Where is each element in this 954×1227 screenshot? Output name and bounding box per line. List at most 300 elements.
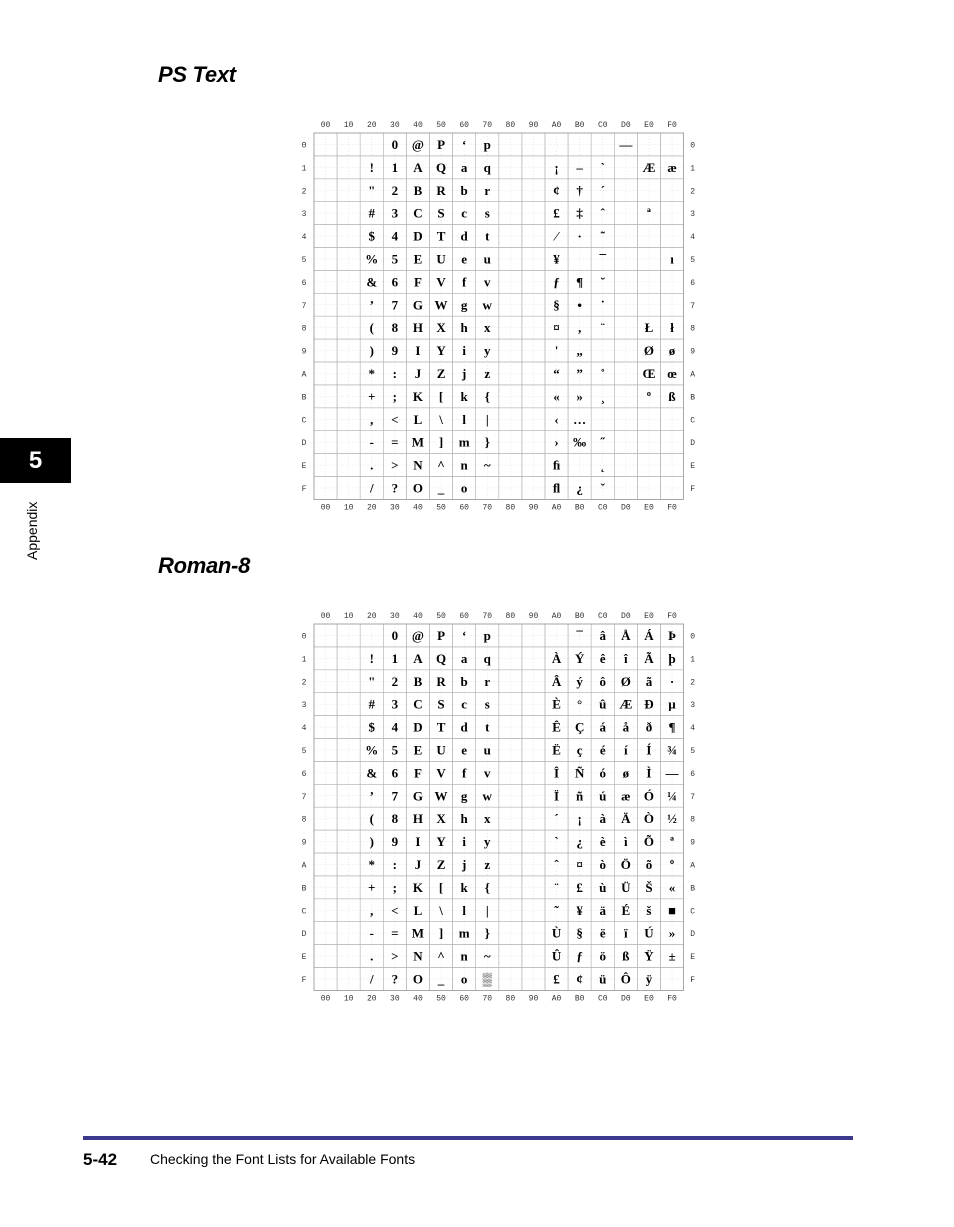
row-label-left: 6 bbox=[301, 278, 307, 288]
character-glyph: t bbox=[485, 228, 490, 244]
character-glyph: m bbox=[458, 434, 470, 450]
character-glyph: ‚ bbox=[577, 320, 582, 336]
character-glyph: ¢ bbox=[576, 971, 583, 987]
row-label-left: 4 bbox=[301, 233, 307, 243]
character-glyph: G bbox=[412, 788, 424, 804]
character-glyph: q bbox=[483, 159, 491, 175]
column-header-bottom: A0 bbox=[551, 994, 562, 1004]
character-glyph: I bbox=[415, 834, 421, 850]
character-glyph: ¥ bbox=[553, 251, 560, 267]
character-glyph: Ì bbox=[646, 765, 652, 781]
character-glyph: * bbox=[368, 365, 375, 381]
character-glyph: Z bbox=[436, 856, 446, 872]
column-header-bottom: 80 bbox=[505, 994, 516, 1004]
character-glyph: ß bbox=[622, 948, 630, 964]
row-label-left: 1 bbox=[301, 164, 307, 174]
footer-rule bbox=[83, 1136, 853, 1140]
character-glyph: A bbox=[413, 650, 423, 666]
character-glyph: : bbox=[392, 856, 398, 872]
row-label-left: A bbox=[301, 861, 307, 871]
character-glyph: C bbox=[413, 205, 423, 221]
character-glyph: Đ bbox=[644, 696, 654, 712]
character-glyph: h bbox=[460, 320, 468, 336]
character-glyph: S bbox=[437, 696, 445, 712]
character-glyph: ¨ bbox=[554, 879, 559, 895]
character-glyph: , bbox=[370, 411, 374, 427]
character-glyph: » bbox=[576, 388, 583, 404]
row-label-left: 4 bbox=[301, 724, 307, 734]
column-header-bottom: B0 bbox=[574, 503, 585, 513]
character-glyph: P bbox=[437, 627, 446, 643]
character-glyph: w bbox=[482, 297, 492, 313]
row-label-right: 2 bbox=[690, 187, 696, 197]
character-glyph: 6 bbox=[391, 765, 399, 781]
character-glyph: k bbox=[460, 388, 468, 404]
character-glyph: g bbox=[460, 788, 468, 804]
character-glyph: < bbox=[391, 411, 399, 427]
row-label-right: 7 bbox=[690, 301, 696, 311]
character-glyph: | bbox=[485, 411, 489, 427]
character-glyph: Œ bbox=[642, 365, 656, 381]
character-glyph: ´ bbox=[554, 811, 559, 827]
character-glyph: ⁄ bbox=[555, 228, 558, 244]
character-glyph: 1 bbox=[391, 159, 399, 175]
character-glyph: [ bbox=[438, 388, 444, 404]
column-header-bottom: 70 bbox=[482, 503, 493, 513]
character-glyph: £ bbox=[553, 205, 560, 221]
character-glyph: ¤ bbox=[553, 320, 560, 336]
character-glyph: Á bbox=[644, 627, 654, 643]
character-glyph: U bbox=[436, 742, 446, 758]
row-label-left: 3 bbox=[301, 701, 307, 711]
character-glyph: ? bbox=[391, 971, 399, 987]
column-header-top: 00 bbox=[320, 121, 331, 130]
column-header-bottom: 50 bbox=[436, 503, 446, 513]
character-glyph: ù bbox=[599, 879, 607, 895]
character-glyph: B bbox=[413, 182, 423, 198]
column-header-top: 20 bbox=[366, 612, 377, 621]
character-glyph: ( bbox=[369, 320, 374, 336]
character-glyph: M bbox=[411, 925, 425, 941]
character-glyph: _ bbox=[437, 971, 445, 987]
character-glyph: Ó bbox=[643, 788, 655, 804]
character-glyph: ] bbox=[438, 925, 444, 941]
character-glyph: D bbox=[413, 719, 423, 735]
character-glyph: ¯ bbox=[599, 251, 606, 267]
character-grid bbox=[296, 607, 700, 1007]
character-glyph: ﬁ bbox=[552, 457, 561, 473]
character-glyph: O bbox=[412, 971, 424, 987]
character-glyph: y bbox=[484, 834, 491, 850]
character-glyph: } bbox=[484, 925, 490, 941]
character-glyph: + bbox=[368, 879, 376, 895]
column-header-bottom: D0 bbox=[621, 994, 631, 1004]
character-glyph: ı bbox=[670, 251, 674, 267]
character-glyph: ˚ bbox=[600, 365, 605, 381]
character-glyph: i bbox=[462, 834, 466, 850]
row-label-left: 0 bbox=[301, 141, 307, 151]
character-glyph: [ bbox=[438, 879, 444, 895]
character-glyph: ¿ bbox=[576, 834, 583, 850]
character-glyph: ¡ bbox=[554, 159, 559, 175]
character-glyph: j bbox=[461, 365, 467, 381]
character-glyph: „ bbox=[576, 343, 583, 359]
column-header-top: C0 bbox=[597, 612, 608, 621]
column-header-bottom: 70 bbox=[482, 994, 493, 1004]
column-header-top: 80 bbox=[505, 121, 516, 130]
character-glyph: † bbox=[576, 182, 583, 198]
character-glyph: E bbox=[413, 251, 423, 267]
column-header-top: 10 bbox=[343, 121, 354, 130]
ps-text-character-table bbox=[296, 116, 700, 516]
character-glyph: N bbox=[413, 948, 423, 964]
row-label-left: 0 bbox=[301, 632, 307, 642]
column-header-bottom: C0 bbox=[597, 503, 608, 513]
row-label-right: 7 bbox=[690, 792, 696, 802]
row-label-left: 2 bbox=[301, 187, 307, 197]
row-label-right: A bbox=[690, 861, 696, 871]
character-glyph: á bbox=[599, 719, 606, 735]
character-glyph: — bbox=[665, 765, 679, 781]
character-glyph: ø bbox=[668, 343, 676, 359]
column-header-bottom: C0 bbox=[597, 994, 608, 1004]
character-glyph: ~ bbox=[483, 457, 491, 473]
character-glyph: ! bbox=[369, 650, 374, 666]
character-glyph: h bbox=[460, 811, 468, 827]
character-glyph: ¼ bbox=[667, 788, 677, 804]
character-glyph: â bbox=[599, 627, 606, 643]
character-glyph: L bbox=[413, 411, 423, 427]
character-glyph: a bbox=[460, 650, 468, 666]
character-glyph: Z bbox=[436, 365, 446, 381]
character-glyph: Î bbox=[554, 765, 560, 781]
character-glyph: ý bbox=[576, 673, 583, 689]
character-glyph: q bbox=[483, 650, 491, 666]
character-glyph: Y bbox=[436, 343, 446, 359]
character-glyph: ƒ bbox=[553, 274, 560, 290]
character-glyph: Õ bbox=[643, 834, 655, 850]
character-glyph: Y bbox=[436, 834, 446, 850]
character-glyph: u bbox=[483, 742, 491, 758]
character-glyph: n bbox=[460, 457, 468, 473]
row-label-left: 7 bbox=[301, 792, 307, 802]
character-glyph: Ý bbox=[574, 650, 585, 666]
row-label-right: 0 bbox=[690, 141, 696, 151]
character-glyph: ‡ bbox=[576, 205, 583, 221]
character-glyph: Q bbox=[435, 650, 447, 666]
character-glyph: § bbox=[553, 297, 560, 313]
character-glyph: ▒ bbox=[482, 971, 492, 987]
character-glyph: Æ bbox=[642, 159, 656, 175]
character-glyph: { bbox=[484, 879, 490, 895]
character-glyph: ° bbox=[577, 696, 583, 712]
page-number: 5-42 bbox=[83, 1150, 118, 1169]
character-glyph: ë bbox=[599, 925, 606, 941]
column-header-bottom: 90 bbox=[528, 503, 539, 513]
column-header-bottom: A0 bbox=[551, 503, 562, 513]
column-header-bottom: 20 bbox=[366, 503, 377, 513]
character-glyph: / bbox=[369, 971, 374, 987]
row-label-left: 8 bbox=[301, 815, 307, 825]
character-glyph: § bbox=[576, 925, 583, 941]
character-glyph: û bbox=[599, 696, 607, 712]
column-header-bottom: F0 bbox=[667, 994, 677, 1004]
character-glyph: m bbox=[458, 925, 470, 941]
character-glyph: z bbox=[484, 856, 491, 872]
column-header-top: D0 bbox=[621, 121, 631, 130]
character-glyph: . bbox=[370, 948, 374, 964]
character-glyph: • bbox=[577, 297, 582, 313]
character-glyph: R bbox=[436, 673, 446, 689]
character-glyph: w bbox=[482, 788, 492, 804]
character-glyph: î bbox=[624, 650, 628, 666]
character-glyph: › bbox=[554, 434, 559, 450]
character-glyph: H bbox=[412, 811, 424, 827]
chapter-label: Appendix bbox=[24, 501, 40, 560]
character-glyph: K bbox=[412, 388, 424, 404]
column-header-top: 40 bbox=[413, 612, 423, 621]
section-title-ps-text: PS Text bbox=[158, 62, 236, 87]
row-label-right: 9 bbox=[690, 838, 696, 848]
character-glyph: + bbox=[368, 388, 376, 404]
character-glyph: E bbox=[413, 742, 423, 758]
column-header-top: 90 bbox=[528, 612, 539, 621]
character-glyph: « bbox=[668, 879, 676, 895]
character-glyph: d bbox=[460, 719, 468, 735]
character-glyph: ˜ bbox=[600, 228, 605, 244]
character-glyph: | bbox=[485, 902, 489, 918]
character-glyph: W bbox=[434, 297, 448, 313]
character-glyph: i bbox=[462, 343, 466, 359]
character-glyph: c bbox=[461, 205, 468, 221]
character-glyph: Q bbox=[435, 159, 447, 175]
character-glyph: M bbox=[411, 434, 425, 450]
character-glyph: X bbox=[436, 811, 446, 827]
character-glyph: Ø bbox=[643, 343, 655, 359]
character-glyph: = bbox=[391, 925, 399, 941]
character-glyph: > bbox=[391, 948, 399, 964]
character-glyph: H bbox=[412, 320, 424, 336]
character-grid bbox=[296, 116, 700, 516]
character-glyph: Ä bbox=[621, 811, 631, 827]
character-glyph: ¨ bbox=[600, 320, 605, 336]
character-glyph: ¯ bbox=[576, 627, 583, 643]
character-glyph: à bbox=[599, 811, 606, 827]
column-header-top: A0 bbox=[551, 612, 562, 621]
column-header-top: 50 bbox=[436, 612, 446, 621]
character-glyph: / bbox=[369, 480, 374, 496]
character-glyph: x bbox=[484, 320, 491, 336]
character-glyph: ˛ bbox=[600, 457, 605, 473]
column-header-bottom: 50 bbox=[436, 994, 446, 1004]
character-glyph: 7 bbox=[391, 788, 399, 804]
character-glyph: 0 bbox=[391, 627, 399, 643]
character-glyph: = bbox=[391, 434, 399, 450]
row-label-right: D bbox=[690, 439, 696, 449]
column-header-top: 30 bbox=[390, 121, 400, 130]
character-glyph: T bbox=[436, 719, 446, 735]
character-glyph: ˘ bbox=[600, 274, 605, 290]
chapter-tab: 5 bbox=[0, 438, 71, 483]
row-label-left: B bbox=[301, 393, 307, 403]
character-glyph: k bbox=[460, 879, 468, 895]
character-glyph: B bbox=[413, 673, 423, 689]
character-glyph: å bbox=[622, 719, 630, 735]
character-glyph: o bbox=[460, 480, 468, 496]
column-header-bottom: 00 bbox=[320, 994, 331, 1004]
character-glyph: * bbox=[368, 856, 375, 872]
character-glyph: ¶ bbox=[668, 719, 676, 735]
character-glyph: ú bbox=[599, 788, 607, 804]
row-label-right: 1 bbox=[690, 655, 696, 665]
section-title-roman-8: Roman-8 bbox=[158, 553, 251, 578]
column-header-top: 20 bbox=[366, 121, 377, 130]
character-glyph: 9 bbox=[391, 834, 399, 850]
character-glyph: ç bbox=[576, 742, 583, 758]
character-glyph: ' bbox=[554, 343, 559, 359]
character-glyph: ª bbox=[646, 205, 651, 221]
character-glyph: Í bbox=[646, 742, 652, 758]
character-glyph: F bbox=[413, 274, 422, 290]
row-label-left: 8 bbox=[301, 324, 307, 334]
character-glyph: ¶ bbox=[576, 274, 584, 290]
row-label-right: 2 bbox=[690, 678, 696, 688]
character-glyph: ê bbox=[599, 650, 606, 666]
character-glyph: ’ bbox=[369, 297, 374, 313]
character-glyph: ? bbox=[391, 480, 399, 496]
character-glyph: — bbox=[619, 136, 633, 152]
column-header-top: 60 bbox=[459, 612, 469, 621]
row-label-right: 3 bbox=[690, 210, 696, 220]
character-glyph: è bbox=[599, 834, 606, 850]
character-glyph: > bbox=[391, 457, 399, 473]
character-glyph: 2 bbox=[391, 673, 399, 689]
row-label-left: D bbox=[301, 930, 307, 940]
character-glyph: õ bbox=[645, 856, 653, 872]
character-glyph: ! bbox=[369, 159, 374, 175]
row-label-left: B bbox=[301, 884, 307, 894]
character-glyph: Æ bbox=[619, 696, 633, 712]
row-label-right: 6 bbox=[690, 278, 696, 288]
character-glyph: # bbox=[368, 696, 375, 712]
character-glyph: £ bbox=[576, 879, 583, 895]
character-glyph: L bbox=[413, 902, 423, 918]
column-header-bottom: 80 bbox=[505, 503, 516, 513]
column-header-top: C0 bbox=[597, 121, 608, 130]
character-glyph: ` bbox=[554, 834, 559, 850]
character-glyph: $ bbox=[368, 228, 375, 244]
character-glyph: & bbox=[366, 274, 378, 290]
row-label-left: 5 bbox=[301, 255, 307, 265]
character-glyph: J bbox=[414, 856, 422, 872]
character-glyph: g bbox=[460, 297, 468, 313]
character-glyph: P bbox=[437, 136, 446, 152]
character-glyph: ø bbox=[622, 765, 630, 781]
character-glyph: V bbox=[436, 274, 446, 290]
character-glyph: Ł bbox=[644, 320, 654, 336]
column-header-top: A0 bbox=[551, 121, 562, 130]
character-glyph: I bbox=[415, 343, 421, 359]
row-label-right: C bbox=[690, 907, 696, 917]
column-header-top: 40 bbox=[413, 121, 423, 130]
character-glyph: É bbox=[621, 902, 631, 918]
character-glyph: p bbox=[483, 627, 491, 643]
character-glyph: v bbox=[484, 765, 491, 781]
character-glyph: 5 bbox=[391, 742, 399, 758]
character-glyph: Ü bbox=[621, 879, 631, 895]
character-glyph: t bbox=[485, 719, 490, 735]
row-label-left: F bbox=[301, 484, 307, 494]
character-glyph: À bbox=[551, 650, 562, 666]
character-glyph: b bbox=[460, 673, 468, 689]
character-glyph: { bbox=[484, 388, 490, 404]
character-glyph: y bbox=[484, 343, 491, 359]
character-glyph: s bbox=[484, 696, 490, 712]
character-glyph: ; bbox=[392, 388, 398, 404]
row-label-right: D bbox=[690, 930, 696, 940]
column-header-top: E0 bbox=[644, 612, 654, 621]
character-glyph: A bbox=[413, 159, 423, 175]
character-glyph: ~ bbox=[483, 948, 491, 964]
column-header-bottom: 00 bbox=[320, 503, 331, 513]
row-label-left: D bbox=[301, 439, 307, 449]
column-header-top: 80 bbox=[505, 612, 516, 621]
character-glyph: a bbox=[460, 159, 468, 175]
column-header-top: 50 bbox=[436, 121, 446, 130]
character-glyph: Ë bbox=[552, 742, 561, 758]
column-header-top: B0 bbox=[574, 121, 585, 130]
column-header-bottom: 40 bbox=[413, 994, 423, 1004]
character-glyph: – bbox=[576, 159, 583, 175]
character-glyph: Ê bbox=[552, 719, 561, 735]
character-glyph: Å bbox=[621, 627, 631, 643]
character-glyph: “ bbox=[553, 365, 560, 381]
row-label-right: 3 bbox=[690, 701, 696, 711]
row-label-left: C bbox=[301, 416, 307, 426]
character-glyph: _ bbox=[437, 480, 445, 496]
character-glyph: ˝ bbox=[600, 434, 605, 450]
character-glyph: e bbox=[461, 742, 468, 758]
row-label-right: F bbox=[690, 975, 696, 985]
column-header-top: 60 bbox=[459, 121, 469, 130]
character-glyph: ﬂ bbox=[552, 480, 561, 496]
column-header-top: 70 bbox=[482, 121, 493, 130]
character-glyph: c bbox=[461, 696, 468, 712]
character-glyph: Û bbox=[551, 948, 562, 964]
character-glyph: È bbox=[552, 696, 561, 712]
character-glyph: » bbox=[668, 925, 676, 941]
character-glyph: N bbox=[413, 457, 423, 473]
row-label-right: C bbox=[690, 416, 696, 426]
character-glyph: n bbox=[460, 948, 468, 964]
character-glyph: 8 bbox=[391, 811, 399, 827]
character-glyph: G bbox=[412, 297, 424, 313]
row-label-left: 9 bbox=[301, 838, 307, 848]
character-glyph: 4 bbox=[391, 719, 399, 735]
column-header-top: B0 bbox=[574, 612, 585, 621]
character-glyph: Â bbox=[551, 673, 562, 689]
character-glyph: ä bbox=[599, 902, 606, 918]
character-glyph: ) bbox=[369, 834, 374, 850]
character-glyph: & bbox=[366, 765, 378, 781]
column-header-bottom: 20 bbox=[366, 994, 377, 1004]
character-glyph: ł bbox=[670, 320, 674, 336]
row-label-right: E bbox=[690, 462, 696, 472]
character-glyph: ½ bbox=[667, 811, 677, 827]
character-glyph: ^ bbox=[437, 948, 445, 964]
character-glyph: @ bbox=[411, 627, 424, 643]
row-label-left: 3 bbox=[301, 210, 307, 220]
